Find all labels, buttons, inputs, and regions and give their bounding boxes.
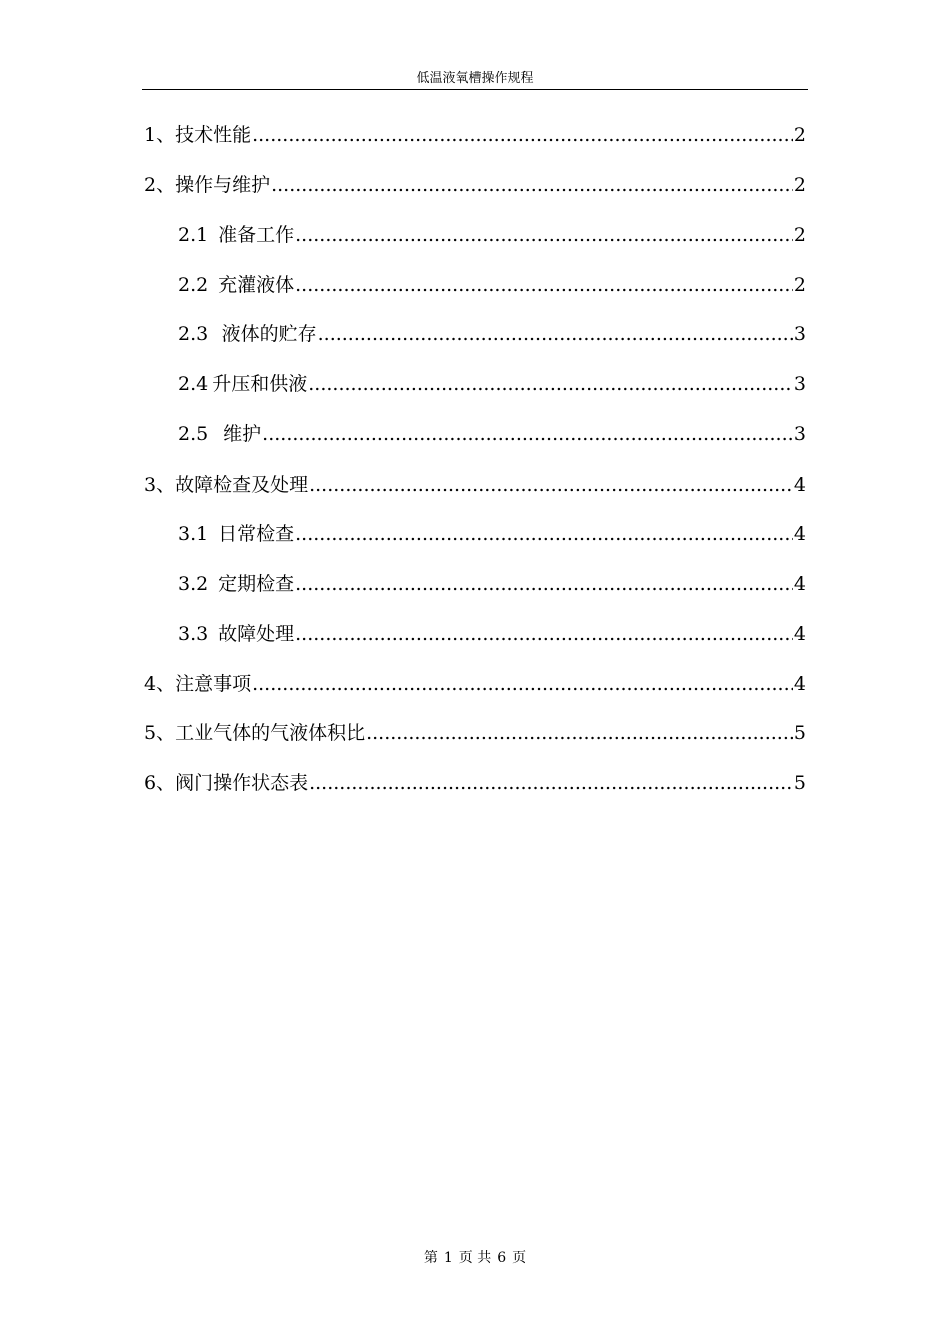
toc-entry-number: 3.2 xyxy=(178,573,209,595)
footer-current-page: 1 xyxy=(443,1250,453,1266)
toc-entry-3-2[interactable] xyxy=(178,571,806,597)
toc-entry-2-4[interactable] xyxy=(178,371,806,397)
page-footer xyxy=(0,1248,950,1268)
footer-prefix: 第 xyxy=(423,1250,438,1266)
toc-entry-number: 2.1 xyxy=(178,224,209,246)
toc-entry-3-1[interactable] xyxy=(178,521,806,547)
toc-leader-dots xyxy=(318,321,793,347)
toc-entry-page: 2 xyxy=(793,124,806,146)
toc-leader-dots xyxy=(366,720,793,746)
toc-entry-label: 5、工业气体的气液体积比 xyxy=(144,722,366,744)
toc-entry-label: 4、注意事项 xyxy=(144,673,252,695)
toc-leader-dots xyxy=(295,621,793,647)
toc-entry-number: 2.3 xyxy=(178,323,209,345)
toc-entry-label: 2、操作与维护 xyxy=(144,174,271,196)
toc-leader-dots xyxy=(252,122,793,148)
toc-entry-1[interactable] xyxy=(144,122,806,148)
toc-entry-page: 3 xyxy=(793,323,806,345)
toc-leader-dots xyxy=(262,421,793,447)
toc-entry-number: 3.1 xyxy=(178,523,209,545)
toc-entry-label: 维护 xyxy=(223,423,262,445)
toc-entry-4[interactable] xyxy=(144,671,806,697)
toc-leader-dots xyxy=(295,521,793,547)
footer-total-pages: 6 xyxy=(497,1250,507,1266)
toc-entry-page: 4 xyxy=(793,474,806,496)
toc-entry-page: 2 xyxy=(793,224,806,246)
toc-leader-dots xyxy=(295,571,793,597)
toc-entry-label: 充灌液体 xyxy=(218,274,295,296)
toc-entry-page: 3 xyxy=(793,423,806,445)
toc-entry-number: 2.4 xyxy=(178,373,209,395)
toc-entry-page: 4 xyxy=(793,673,806,695)
toc-entry-3-3[interactable] xyxy=(178,621,806,647)
toc-entry-page: 5 xyxy=(793,722,806,744)
toc-entry-page: 3 xyxy=(793,373,806,395)
toc-entry-label: 准备工作 xyxy=(218,224,295,246)
toc-entry-label: 1、技术性能 xyxy=(144,124,252,146)
footer-suffix: 页 xyxy=(512,1250,527,1266)
toc-entry-page: 4 xyxy=(793,523,806,545)
toc-entry-2-5[interactable] xyxy=(178,421,806,447)
toc-leader-dots xyxy=(252,671,793,697)
toc-entry-page: 4 xyxy=(793,573,806,595)
toc-leader-dots xyxy=(295,222,793,248)
toc-leader-dots xyxy=(295,272,793,298)
toc-entry-page: 4 xyxy=(793,623,806,645)
toc-entry-2-2[interactable] xyxy=(178,272,806,298)
toc-entry-label: 液体的贮存 xyxy=(221,323,317,345)
toc-entry-5[interactable] xyxy=(144,720,806,746)
toc-entry-label: 3、故障检查及处理 xyxy=(144,474,309,496)
toc-entry-label: 6、阀门操作状态表 xyxy=(144,772,309,794)
running-header: 低温液氧槽操作规程 xyxy=(416,71,534,86)
toc-leader-dots xyxy=(308,371,793,397)
toc-entry-number: 2.5 xyxy=(178,423,209,445)
toc-entry-3[interactable] xyxy=(144,472,806,498)
toc-entry-2-1[interactable] xyxy=(178,222,806,248)
toc-entry-page: 2 xyxy=(793,274,806,296)
toc-leader-dots xyxy=(309,770,793,796)
toc-entry-6[interactable] xyxy=(144,770,806,796)
toc-entry-2-3[interactable] xyxy=(178,321,806,347)
header-rule xyxy=(142,89,808,90)
toc-entry-2[interactable] xyxy=(144,172,806,198)
toc-entry-label: 升压和供液 xyxy=(212,373,308,395)
toc-entry-number: 2.2 xyxy=(178,274,209,296)
toc-entry-label: 故障处理 xyxy=(218,623,295,645)
toc-entry-label: 日常检查 xyxy=(218,523,295,545)
toc-entry-label: 定期检查 xyxy=(218,573,295,595)
toc-leader-dots xyxy=(309,472,793,498)
footer-middle: 页 共 xyxy=(458,1250,492,1266)
toc-entry-number: 3.3 xyxy=(178,623,209,645)
toc-entry-page: 5 xyxy=(793,772,806,794)
toc-leader-dots xyxy=(271,172,793,198)
toc-entry-page: 2 xyxy=(793,174,806,196)
